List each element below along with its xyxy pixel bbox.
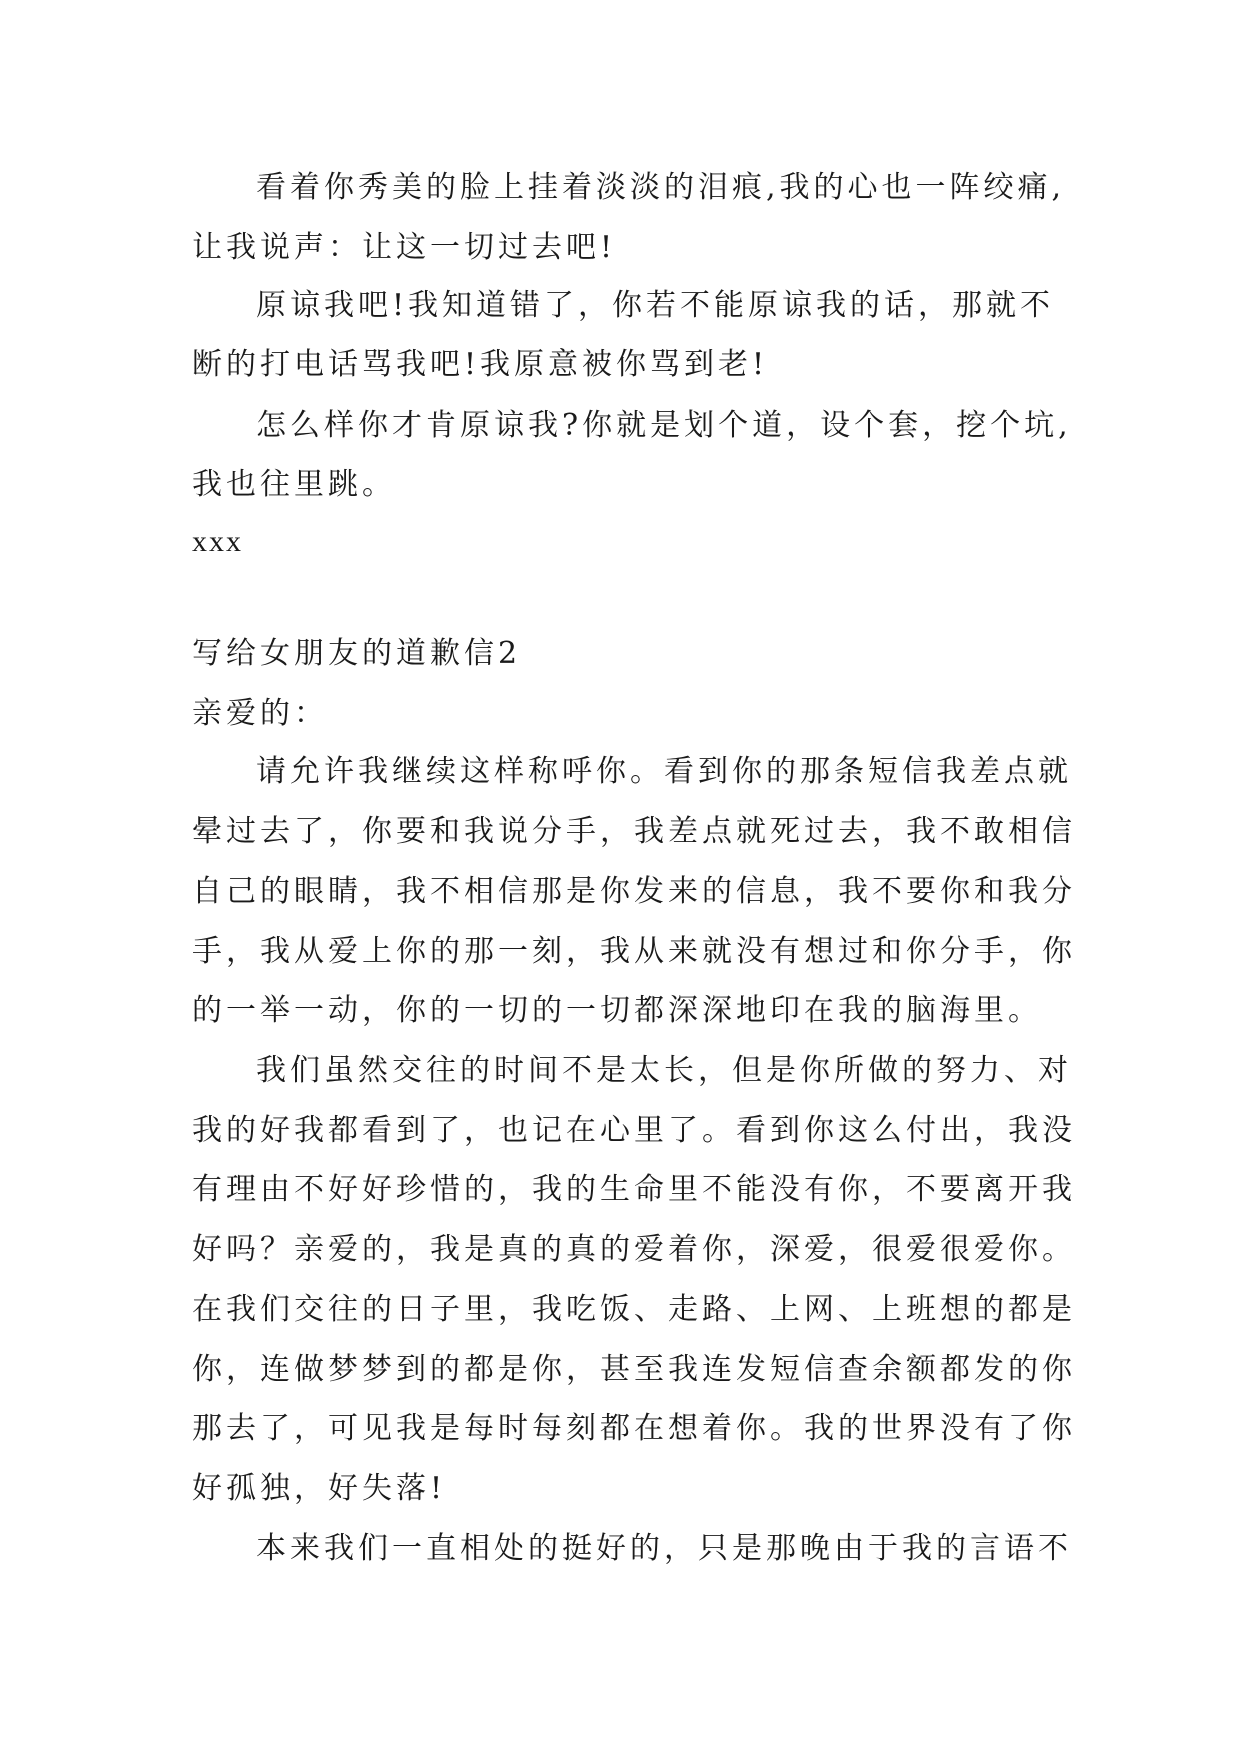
paragraph-3-line-2: 我也往里跳。 <box>192 467 396 502</box>
paragraph-4-line-3: 自己的眼睛，我不相信那是你发来的信息，我不要你和我分 <box>192 874 1076 909</box>
paragraph-5-line-5: 在我们交往的日子里，我吃饭、走路、上网、上班想的都是 <box>192 1292 1076 1327</box>
paragraph-1-line-2: 让我说声：让这一切过去吧! <box>192 230 617 265</box>
signature: xxx <box>192 525 243 558</box>
paragraph-4-line-4: 手，我从爱上你的那一刻，我从来就没有想过和你分手，你 <box>192 934 1076 969</box>
paragraph-3-line-1: 怎么样你才肯原谅我?你就是划个道，设个套，挖个坑, <box>256 408 1072 443</box>
paragraph-5-line-7: 那去了，可见我是每时每刻都在想着你。我的世界没有了你 <box>192 1411 1076 1446</box>
paragraph-4-line-5: 的一举一动，你的一切的一切都深深地印在我的脑海里。 <box>192 993 1042 1028</box>
paragraph-5-line-2: 我的好我都看到了，也记在心里了。看到你这么付出，我没 <box>192 1113 1076 1148</box>
paragraph-5-line-6: 你，连做梦梦到的都是你，甚至我连发短信查余额都发的你 <box>192 1352 1076 1387</box>
paragraph-4-line-2: 晕过去了，你要和我说分手，我差点就死过去，我不敢相信 <box>192 814 1076 849</box>
salutation: 亲爱的： <box>192 696 328 731</box>
section-title: 写给女朋友的道歉信2 <box>192 636 522 671</box>
paragraph-5-line-8: 好孤独，好失落! <box>192 1471 447 1506</box>
paragraph-6-line-1: 本来我们一直相处的挺好的，只是那晚由于我的言语不 <box>256 1531 1072 1566</box>
paragraph-5-line-3: 有理由不好好珍惜的，我的生命里不能没有你，不要离开我 <box>192 1172 1076 1207</box>
paragraph-5-line-4: 好吗？亲爱的，我是真的真的爱着你，深爱，很爱很爱你。 <box>192 1232 1076 1267</box>
paragraph-2-line-1: 原谅我吧!我知道错了，你若不能原谅我的话，那就不 <box>256 288 1055 323</box>
paragraph-1-line-1: 看着你秀美的脸上挂着淡淡的泪痕,我的心也一阵绞痛, <box>256 170 1066 205</box>
paragraph-2-line-2: 断的打电话骂我吧!我原意被你骂到老! <box>192 347 769 382</box>
paragraph-5-line-1: 我们虽然交往的时间不是太长，但是你所做的努力、对 <box>256 1053 1072 1088</box>
paragraph-4-line-1: 请允许我继续这样称呼你。看到你的那条短信我差点就 <box>256 754 1072 789</box>
